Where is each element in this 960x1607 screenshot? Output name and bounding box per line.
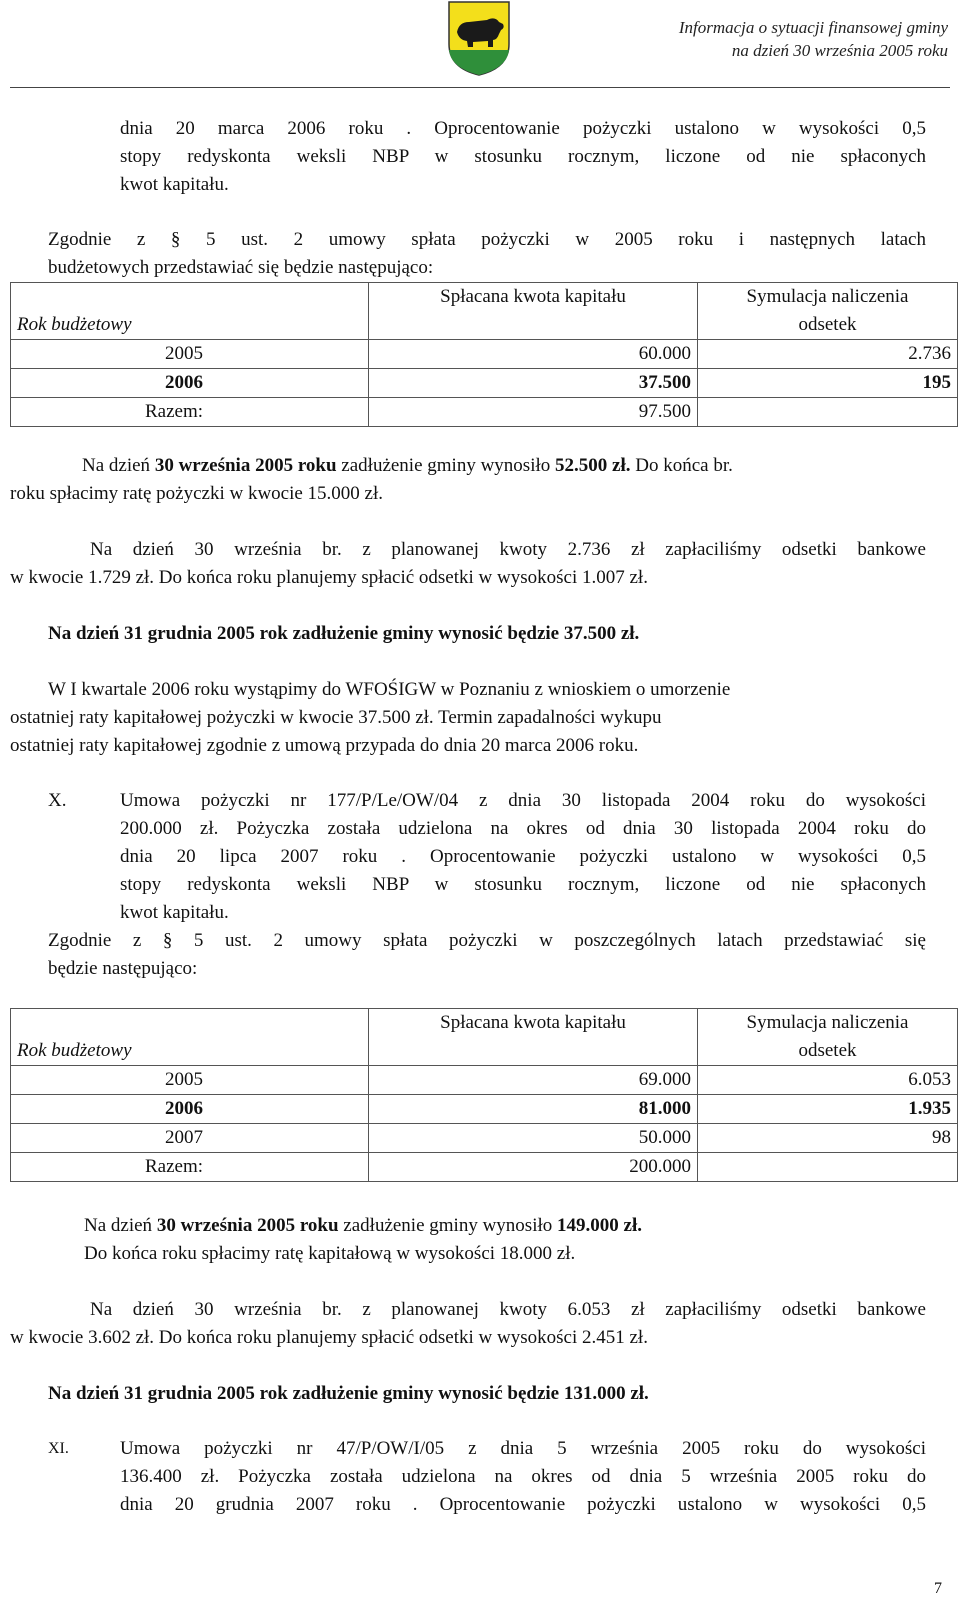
paragraph-interest-status-1 [10,536,926,592]
table-row [11,1095,958,1124]
capital-cell: 69.000 [369,1066,698,1095]
capital-cell: 81.000 [369,1095,698,1124]
paragraph-interest-status-2 [10,1296,926,1352]
header-interest-label-2: odsetek [798,1040,857,1061]
capital-cell: 60.000 [369,340,698,369]
text-line: roku spłacimy ratę pożyczki w kwocie 15.000 zł. [10,483,384,504]
table-row [11,1066,958,1095]
header-cell-capital [369,283,698,340]
table-row [11,340,958,369]
header-cell-capital [369,1009,698,1066]
interest-cell: 2.736 [698,340,958,369]
empty-cell [698,398,958,427]
interest-cell: 98 [698,1124,958,1153]
table-header-row [11,283,958,340]
total-label-cell: Razem: [11,1153,369,1182]
coat-of-arms-logo [447,0,511,76]
text-line: w kwocie 1.729 zł. Do końca roku planujemy spłacić odsetki w wysokości 1.007 zł. [10,567,648,588]
year-cell: 2006 [11,369,369,398]
capital-cell: 37.500 [369,369,698,398]
year-cell: 2007 [11,1124,369,1153]
table-total-row [11,398,958,427]
repayment-schedule-table-1 [10,282,958,427]
section-marker-xi: XI. [48,1440,69,1457]
interest-cell: 195 [698,369,958,398]
total-value-cell: 200.000 [369,1153,698,1182]
header-capital-label: Spłacana kwota kapitału [440,286,626,307]
page-number: 7 [934,1580,942,1597]
empty-cell [698,1153,958,1182]
header-divider [10,87,950,88]
paragraph-repayment-intro [48,226,926,282]
paragraph-loan-terms-continued [120,115,926,199]
bear-icon [447,0,511,76]
header-title-line1: Informacja o sytuacji finansowej gminy [678,18,948,37]
paragraph-wfosigw [10,676,916,760]
text-line: Na dzień 30 września 2005 roku zadłużenie gminy wynosiło 52.500 zł. Do końca br. [82,455,733,476]
text-line: kwot kapitału. [120,174,229,195]
table-row [11,1124,958,1153]
year-cell: 2005 [11,340,369,369]
text-line: Umowa pożyczki nr 177/P/Le/OW/04 z dnia 30 listopada 2004 roku do wysokości [120,790,926,811]
header-year-label: Rok budżetowy [17,1040,132,1061]
text-line: Umowa pożyczki nr 47/P/OW/I/05 z dnia 5 września 2005 roku do wysokości [120,1438,926,1459]
text-line: 136.400 zł. Pożyczka została udzielona na okres od dnia 5 września 2005 roku do [120,1466,926,1487]
text-line: 200.000 zł. Pożyczka została udzielona na okres od dnia 30 listopada 2004 roku do [120,818,926,839]
text-line: Zgodnie z § 5 ust. 2 umowy spłata pożyczki w poszczególnych latach przedstawiać się [48,930,926,951]
header-interest-label-2: odsetek [798,314,857,335]
text-line: Na dzień 30 września br. z planowanej kwoty 2.736 zł zapłaciliśmy odsetki bankowe [90,539,926,560]
header-year-label: Rok budżetowy [17,314,132,335]
header-cell-interest [698,283,958,340]
table-row [11,369,958,398]
total-label-cell: Razem: [11,398,369,427]
text-line: w kwocie 3.602 zł. Do końca roku planujemy spłacić odsetki w wysokości 2.451 zł. [10,1327,648,1348]
text-line: budżetowych przedstawiać się będzie następująco: [48,257,434,278]
table-total-row [11,1153,958,1182]
interest-cell: 6.053 [698,1066,958,1095]
year-cell: 2006 [11,1095,369,1124]
text-line: Na dzień 30 września br. z planowanej kwoty 6.053 zł zapłaciliśmy odsetki bankowe [90,1299,926,1320]
interest-cell: 1.935 [698,1095,958,1124]
header-title-line2: na dzień 30 września 2005 roku [731,41,948,60]
text-line: dnia 20 marca 2006 roku . Oprocentowanie pożyczki ustalono w wysokości 0,5 [120,118,926,139]
section-x-loan-description [120,787,926,927]
text-line: dnia 20 lipca 2007 roku . Oprocentowanie pożyczki ustalono w wysokości 0,5 [120,846,926,867]
text-line: kwot kapitału. [120,902,229,923]
text-line: ostatniej raty kapitałowej pożyczki w kwocie 37.500 zł. Termin zapadalności wykupu [10,707,662,728]
header-cell-year [11,1009,369,1066]
repayment-schedule-table-2 [10,1008,958,1182]
section-marker-x: X. [48,790,67,811]
header-capital-label: Spłacana kwota kapitału [440,1012,626,1033]
year-cell: 2005 [11,1066,369,1095]
table-header-row [11,1009,958,1066]
paragraph-debt-status-2 [84,1212,926,1268]
header-interest-label: Symulacja naliczenia [746,1012,909,1033]
header-interest-label: Symulacja naliczenia [746,286,909,307]
text-line: stopy redyskonta weksli NBP w stosunku rocznym, liczone od nie spłaconych [120,146,926,167]
paragraph-year-end-debt-2: Na dzień 31 grudnia 2005 rok zadłużenie gminy wynosić będzie 131.000 zł. [48,1383,649,1404]
text-line: Na dzień 30 września 2005 roku zadłużenie gminy wynosiło 149.000 zł. [84,1215,642,1236]
paragraph-debt-status-1 [10,452,926,508]
text-line: ostatniej raty kapitałowej zgodnie z umową przypada do dnia 20 marca 2006 roku. [10,735,639,756]
text-line: Do końca roku spłacimy ratę kapitałową w wysokości 18.000 zł. [84,1243,576,1264]
text-line: będzie następująco: [48,958,198,979]
document-header [679,16,948,62]
header-cell-year [11,283,369,340]
section-x-repayment-intro [48,927,926,983]
section-xi-loan-description [120,1435,926,1519]
text-line: dnia 20 grudnia 2007 roku . Oprocentowanie pożyczki ustalono w wysokości 0,5 [120,1494,926,1515]
header-cell-interest [698,1009,958,1066]
text-line: Zgodnie z § 5 ust. 2 umowy spłata pożyczki w 2005 roku i następnych latach [48,229,926,250]
total-value-cell: 97.500 [369,398,698,427]
paragraph-year-end-debt-1: Na dzień 31 grudnia 2005 rok zadłużenie gminy wynosić będzie 37.500 zł. [48,623,640,644]
text-line: stopy redyskonta weksli NBP w stosunku rocznym, liczone od nie spłaconych [120,874,926,895]
capital-cell: 50.000 [369,1124,698,1153]
text-line: W I kwartale 2006 roku wystąpimy do WFOŚIGW w Poznaniu z wnioskiem o umorzenie [48,679,731,700]
